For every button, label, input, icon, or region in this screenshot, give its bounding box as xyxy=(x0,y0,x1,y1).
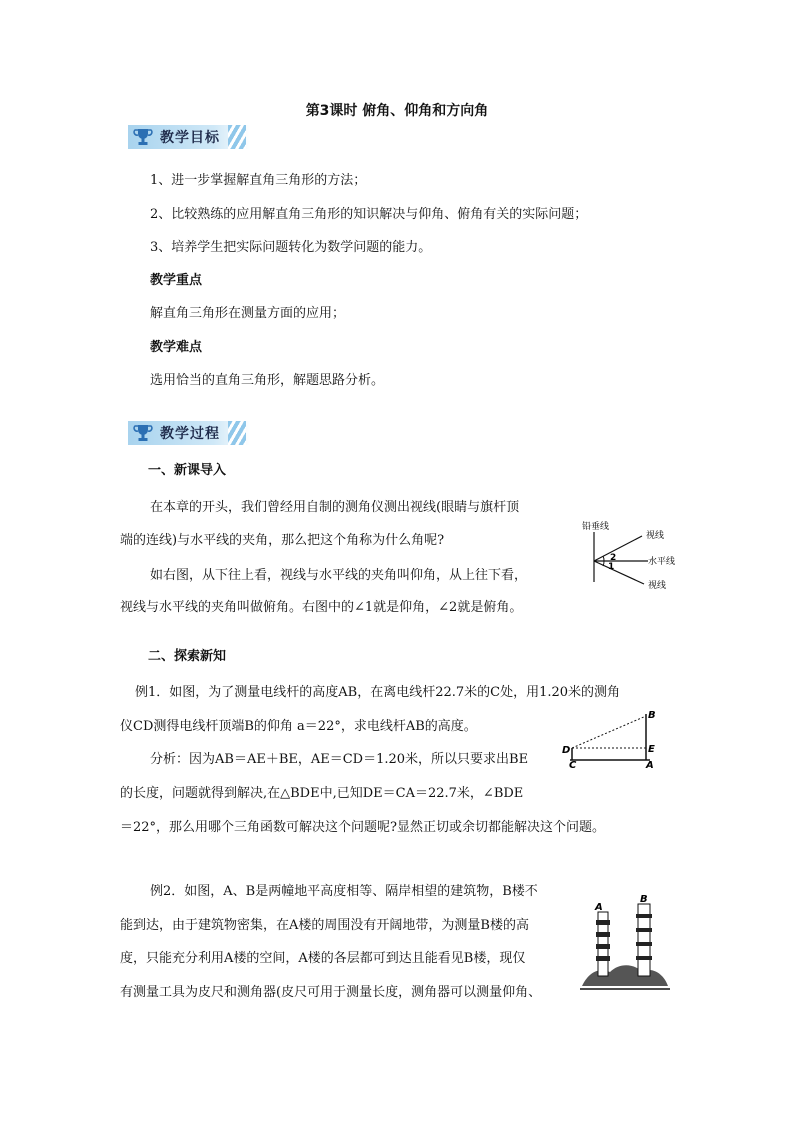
goal-item-1: 1、进一步掌握解直角三角形的方法； xyxy=(150,173,367,188)
terrain xyxy=(582,965,668,986)
intro-line-2: 端的连线)与水平线的夹角，那么把这个角称为什么角呢? xyxy=(120,533,445,548)
intro-heading: 一、新课导入 xyxy=(148,463,227,478)
section-banner-process xyxy=(128,421,250,445)
angle-2-label: 2 xyxy=(610,553,617,563)
intro-line-1: 在本章的开头，我们曾经用自制的测角仪测出视线(眼睛与旗杆顶 xyxy=(150,500,520,515)
point-C-label: C xyxy=(569,760,577,768)
trophy-icon xyxy=(132,127,154,147)
example1-line-3: 分析：因为AB＝AE＋BE，AE＝CD＝1.20米，所以只要求出BE xyxy=(150,752,529,767)
section-label-process: 教学过程 xyxy=(160,426,220,442)
sight-line-up xyxy=(594,536,642,561)
point-B-label: B xyxy=(648,710,656,721)
building-A-label: A xyxy=(595,902,603,913)
sight-bottom-label: 视线 xyxy=(648,581,667,591)
example1-line-5: ＝22°，那么用哪个三角函数可解决这个问题呢?显然正切或余切都能解决这个问题。 xyxy=(120,820,606,835)
difficulty-text: 选用恰当的直角三角形，解题思路分析。 xyxy=(150,373,385,388)
sight-top-label: 视线 xyxy=(646,531,665,541)
banner-stripe xyxy=(228,125,246,149)
example2-line-2: 能到达，由于建筑物密集，在A楼的周围没有开阔地带，为测量B楼的高 xyxy=(120,918,529,933)
building-B-label: B xyxy=(640,894,648,905)
goal-item-2: 2、比较熟练的应用解直角三角形的知识解决与仰角、俯角有关的实际问题； xyxy=(150,207,588,222)
point-A-label: A xyxy=(646,760,654,768)
example1-line-2: 仪CD测得电线杆顶端B的仰角 a＝22°，求电线杆AB的高度。 xyxy=(120,719,477,734)
angle-figure xyxy=(580,518,685,598)
point-E-label: E xyxy=(648,744,655,755)
intro-line-3: 如右图，从下往上看，视线与水平线的夹角叫仰角，从上往下看， xyxy=(150,568,528,583)
trophy-icon xyxy=(132,423,154,443)
example1-line-1: 例1．如图，为了测量电线杆的高度AB，在离电线杆22.7米的C处，用1.20米的测角 xyxy=(135,685,621,700)
goal-item-3: 3、培养学生把实际问题转化为数学问题的能力。 xyxy=(150,240,432,255)
section-banner-goals xyxy=(128,125,250,149)
sight-line-down xyxy=(594,561,644,584)
buildings-figure xyxy=(580,890,670,995)
example2-line-3: 度，只能充分利用A楼的空间，A楼的各层都可到达且能看见B楼，现仅 xyxy=(120,951,526,966)
horizontal-label: 水平线 xyxy=(648,557,676,567)
sight-dashed xyxy=(572,716,646,748)
angle-1-label: 1 xyxy=(608,562,615,572)
key-heading: 教学重点 xyxy=(150,273,203,288)
lesson-title: 第3课时 俯角、仰角和方向角 xyxy=(305,103,489,119)
point-D-label: D xyxy=(562,745,571,756)
key-text: 解直角三角形在测量方面的应用； xyxy=(150,306,346,321)
section-label-goals: 教学目标 xyxy=(160,130,220,146)
banner-stripe xyxy=(228,421,246,445)
intro-line-4: 视线与水平线的夹角叫做俯角。右图中的∠1就是仰角，∠2就是俯角。 xyxy=(120,600,523,615)
example2-line-4: 有测量工具为皮尺和测角器(皮尺可用于测量长度，测角器可以测量仰角、 xyxy=(120,985,542,1000)
example2-line-1: 例2．如图，A、B是两幢地平高度相等、隔岸相望的建筑物，B楼不 xyxy=(150,884,538,899)
vertical-label: 铅垂线 xyxy=(582,522,610,532)
explore-heading: 二、探索新知 xyxy=(148,649,227,664)
pole-figure xyxy=(560,706,665,768)
example1-line-4: 的长度，问题就得到解决,在△BDE中,已知DE＝CA＝22.7米，∠BDE xyxy=(120,786,524,801)
difficulty-heading: 教学难点 xyxy=(150,340,203,355)
